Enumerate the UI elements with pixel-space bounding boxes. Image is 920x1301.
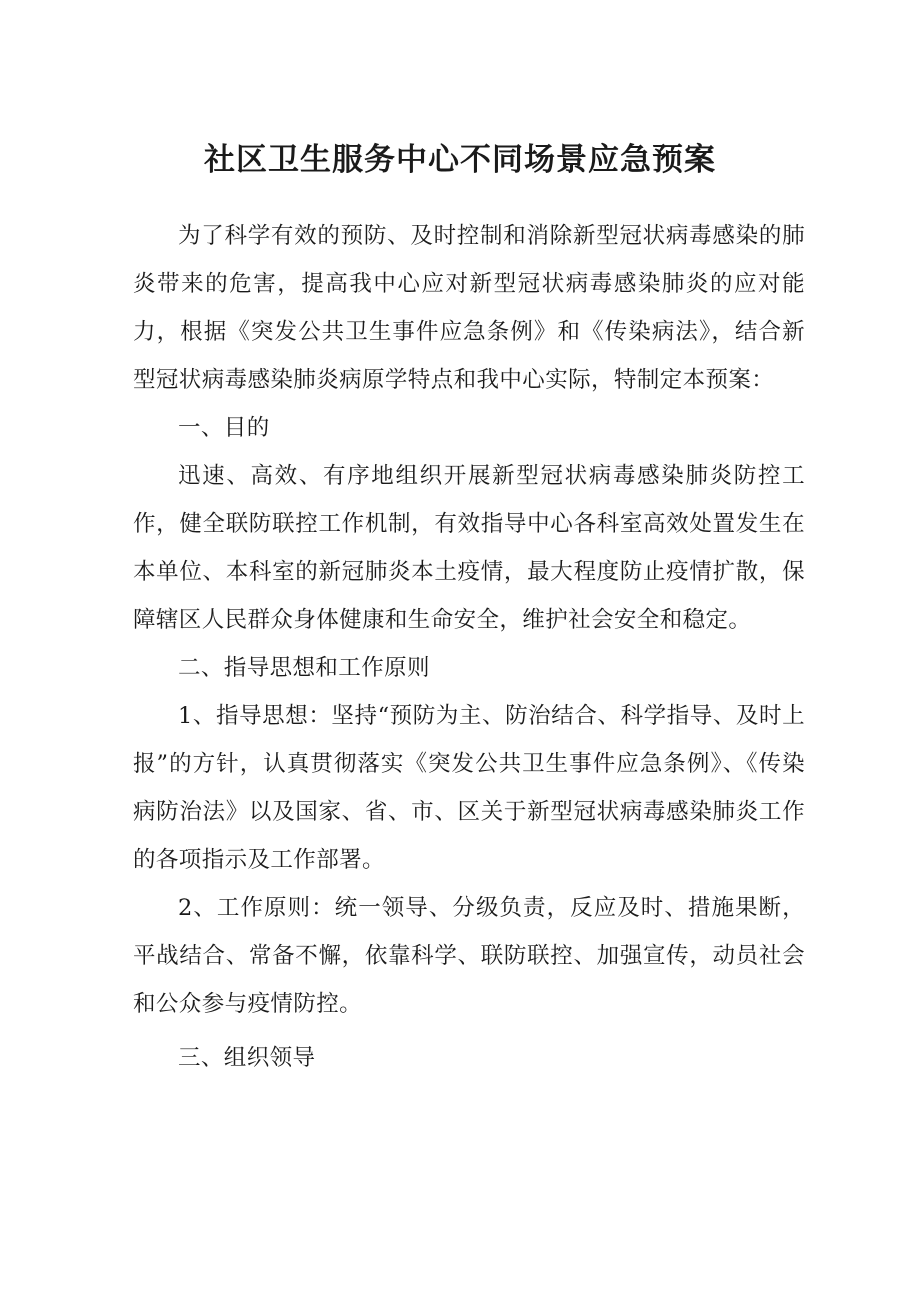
heading-organization-leadership: 三、组织领导: [178, 1045, 316, 1071]
paragraph-guiding-thought: 1、指导思想：坚持“预防为主、防治结合、科学指导、及时上报”的方针，认真贯彻落实《突发公共卫生事件应急条例》、《传染病防治法》以及国家、省、市、区关于新型冠状病毒感染肺炎工作的各项指示及工作部署。: [133, 703, 805, 873]
heading-purpose: 一、目的: [178, 415, 270, 441]
paragraph-intro: 为了科学有效的预防、及时控制和消除新型冠状病毒感染的肺炎带来的危害，提高我中心应对新型冠状病毒感染肺炎的应对能力，根据《突发公共卫生事件应急条例》和《传染病法》，结合新型冠状病毒感染肺炎病原学特点和我中心实际，特制定本预案：: [133, 223, 805, 393]
document-body: [133, 212, 805, 1082]
paragraph-work-principles: 2、工作原则：统一领导、分级负责，反应及时、措施果断，平战结合、常备不懈，依靠科学、联防联控、加强宣传，动员社会和公众参与疫情防控。: [133, 895, 805, 1017]
heading-guiding-principles: 二、指导思想和工作原则: [178, 655, 430, 681]
document-title: 社区卫生服务中心不同场景应急预案: [204, 142, 716, 178]
paragraph-purpose: 迅速、高效、有序地组织开展新型冠状病毒感染肺炎防控工作，健全联防联控工作机制，有效指导中心各科室高效处置发生在本单位、本科室的新冠肺炎本土疫情，最大程度防止疫情扩散，保障辖区人民群众身体健康和生命安全，维护社会安全和稳定。: [133, 463, 805, 633]
